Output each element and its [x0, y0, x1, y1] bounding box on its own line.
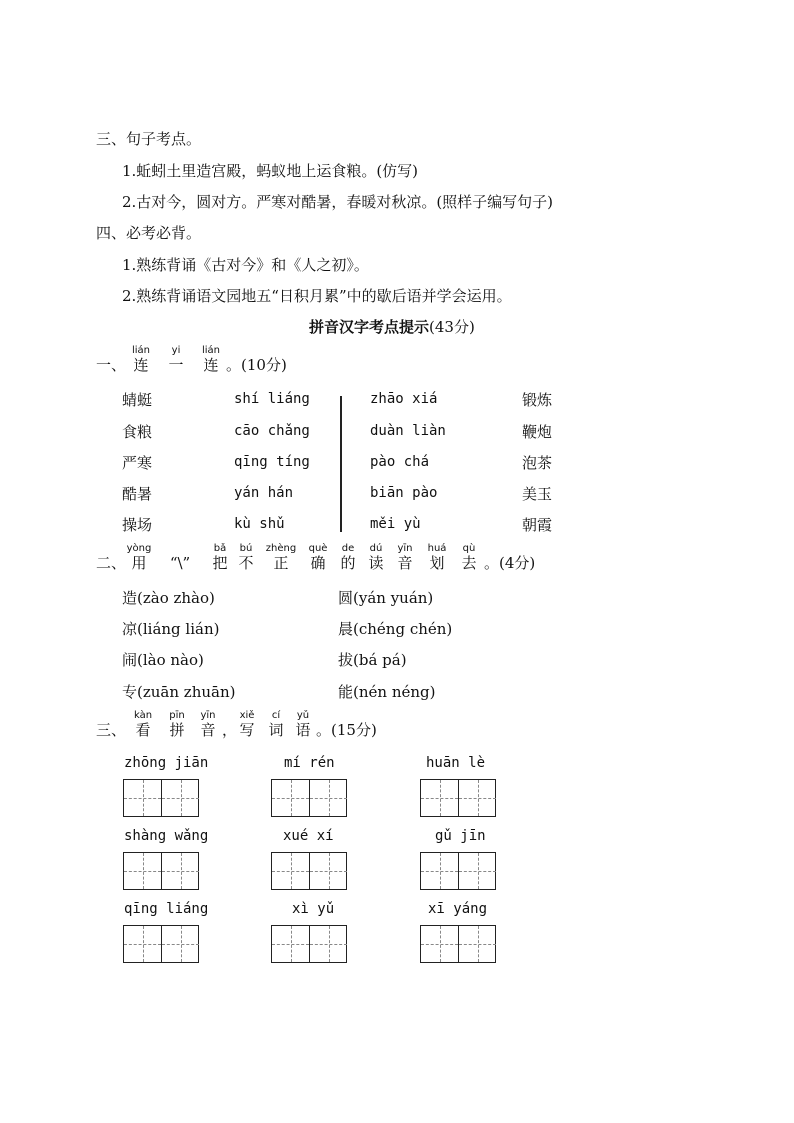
q2-ruby-py: yòng	[126, 543, 152, 554]
recite-item-2: 2.熟练背诵语文园地五“日积月累”中的歇后语并学会运用。	[122, 287, 512, 305]
pronunciation-item: 闹(lào nào)	[122, 651, 204, 669]
q2-ruby-py: què	[308, 543, 328, 554]
match-left-pinyin: cāo chǎng	[234, 423, 310, 439]
match-left-word: 蜻蜓	[122, 391, 153, 409]
writing-grid[interactable]	[420, 779, 496, 817]
q3-ruby-ch: 语	[295, 721, 311, 739]
q2-ruby-ch: “\”	[169, 554, 191, 572]
q1-ruby-py: lián	[132, 345, 151, 356]
q3-ruby-py: xiě	[239, 710, 255, 721]
sentence-item-2: 2.古对今，圆对方。严寒对酷暑，春暖对秋凉。(照样子编写句子)	[122, 193, 554, 211]
q2-ruby-ch: 确	[310, 554, 326, 572]
match-left-pinyin: shí liáng	[234, 391, 310, 407]
match-left-word: 酷暑	[122, 485, 153, 503]
write-word-pinyin: zhōng jiān	[124, 755, 209, 771]
q2-ruby-ch: 的	[340, 554, 356, 572]
q1-heading	[96, 345, 287, 374]
write-word-pinyin: qīng liáng	[124, 901, 209, 917]
title-main: 拼音汉字考点提示	[309, 318, 430, 336]
q2-ruby-ch: 把	[212, 554, 228, 572]
q3-ruby-ch: 拼	[169, 721, 185, 739]
q3-ruby-py: cí	[271, 710, 281, 721]
recite-item-1: 1.熟练背诵《古对今》和《人之初》。	[122, 256, 369, 274]
q1-ruby-ch: 一	[168, 356, 184, 374]
q2-ruby-ch: 读	[368, 554, 384, 572]
q2-ruby-py: de	[341, 543, 355, 554]
match-left-pinyin: kù shǔ	[234, 516, 285, 532]
writing-grid[interactable]	[123, 852, 199, 890]
q2-ruby-py: dú	[369, 543, 383, 554]
pronunciation-item: 拔(bá pá)	[338, 651, 407, 669]
q2-heading	[96, 543, 535, 572]
pronunciation-item: 专(zuān zhuān)	[122, 683, 236, 701]
q2-ruby-py: huá	[427, 543, 447, 554]
q3-ruby-py: kàn	[133, 710, 153, 721]
write-word-pinyin: shàng wǎng	[124, 828, 209, 844]
q2-ruby-ch: 正	[273, 554, 289, 572]
q2-ruby-py: yīn	[397, 543, 413, 554]
sentence-item-1: 1.蚯蚓土里造宫殿，蚂蚁地上运食粮。(仿写)	[122, 162, 419, 180]
write-word-pinyin: huān lè	[426, 755, 486, 771]
title-score: (43分)	[429, 318, 475, 336]
match-left-pinyin: qīng tíng	[234, 454, 310, 470]
match-left-word: 操场	[122, 516, 153, 534]
writing-grid[interactable]	[123, 779, 199, 817]
match-divider	[340, 396, 342, 532]
match-right-pinyin: duàn liàn	[370, 423, 446, 439]
page-title	[309, 316, 475, 337]
q2-ruby-ch: 音	[397, 554, 413, 572]
write-word-pinyin: gǔ jīn	[435, 828, 486, 844]
match-right-word: 朝霞	[522, 516, 553, 534]
q3-ruby-py: yīn	[200, 710, 216, 721]
pronunciation-item: 造(zào zhào)	[122, 589, 215, 607]
q1-ruby-ch: 连	[133, 356, 149, 374]
q2-suffix: 。(4分)	[484, 554, 536, 572]
q2-ruby-py: bú	[239, 543, 253, 554]
q1-ruby-py: yi	[171, 345, 181, 356]
q1-prefix: 一、	[96, 356, 127, 374]
match-left-word: 食粮	[122, 423, 153, 441]
q2-ruby-py: qù	[462, 543, 476, 554]
q2-ruby-ch: 用	[131, 554, 147, 572]
write-word-pinyin: xué xí	[283, 828, 334, 844]
match-right-word: 锻炼	[522, 391, 553, 409]
pronunciation-item: 晨(chéng chén)	[338, 620, 453, 638]
match-right-pinyin: pào chá	[370, 454, 430, 470]
writing-grid[interactable]	[420, 852, 496, 890]
q3-ruby-ch: 写	[239, 721, 255, 739]
q2-ruby-ch: 划	[429, 554, 445, 572]
q2-ruby-py: zhèng	[265, 543, 297, 554]
q3-suffix: 。(15分)	[316, 721, 377, 739]
q3-ruby-ch: 音	[200, 721, 216, 739]
writing-grid[interactable]	[271, 925, 347, 963]
writing-grid[interactable]	[420, 925, 496, 963]
q3-ruby-py: pīn	[169, 710, 185, 721]
q3-ruby-py: yǔ	[296, 710, 310, 721]
write-word-pinyin: mí rén	[284, 755, 335, 771]
pronunciation-item: 圆(yán yuán)	[338, 589, 434, 607]
q1-suffix: 。(10分)	[226, 356, 287, 374]
match-right-pinyin: měi yù	[370, 516, 421, 532]
q3-ruby-ch: ，	[222, 721, 238, 739]
q3-ruby-ch: 看	[135, 721, 151, 739]
write-word-pinyin: xī yáng	[428, 901, 488, 917]
match-left-word: 严寒	[122, 454, 153, 472]
q3-prefix: 三、	[96, 721, 127, 739]
writing-grid[interactable]	[271, 779, 347, 817]
q3-ruby-py	[222, 710, 232, 721]
write-word-pinyin: xì yǔ	[292, 901, 335, 917]
writing-grid[interactable]	[123, 925, 199, 963]
q2-ruby-ch: 去	[461, 554, 477, 572]
match-right-word: 泡茶	[522, 454, 553, 472]
match-right-word: 鞭炮	[522, 423, 553, 441]
q3-heading	[96, 710, 377, 739]
section-heading-sentences: 三、句子考点。	[96, 130, 202, 148]
section-heading-recite: 四、必考必背。	[96, 224, 202, 242]
q3-ruby-ch: 词	[268, 721, 284, 739]
q2-ruby-ch: 不	[238, 554, 254, 572]
pronunciation-item: 能(nén néng)	[338, 683, 436, 701]
q2-ruby-py	[152, 543, 208, 554]
q1-ruby-py: lián	[202, 345, 221, 356]
q2-ruby-py: bǎ	[213, 543, 227, 554]
match-right-word: 美玉	[522, 485, 553, 503]
match-right-pinyin: zhāo xiá	[370, 391, 438, 407]
writing-grid[interactable]	[271, 852, 347, 890]
q2-prefix: 二、	[96, 554, 127, 572]
pronunciation-item: 凉(liáng lián)	[122, 620, 220, 638]
q1-ruby-ch: 连	[203, 356, 219, 374]
match-left-pinyin: yán hán	[234, 485, 294, 501]
match-right-pinyin: biān pào	[370, 485, 438, 501]
